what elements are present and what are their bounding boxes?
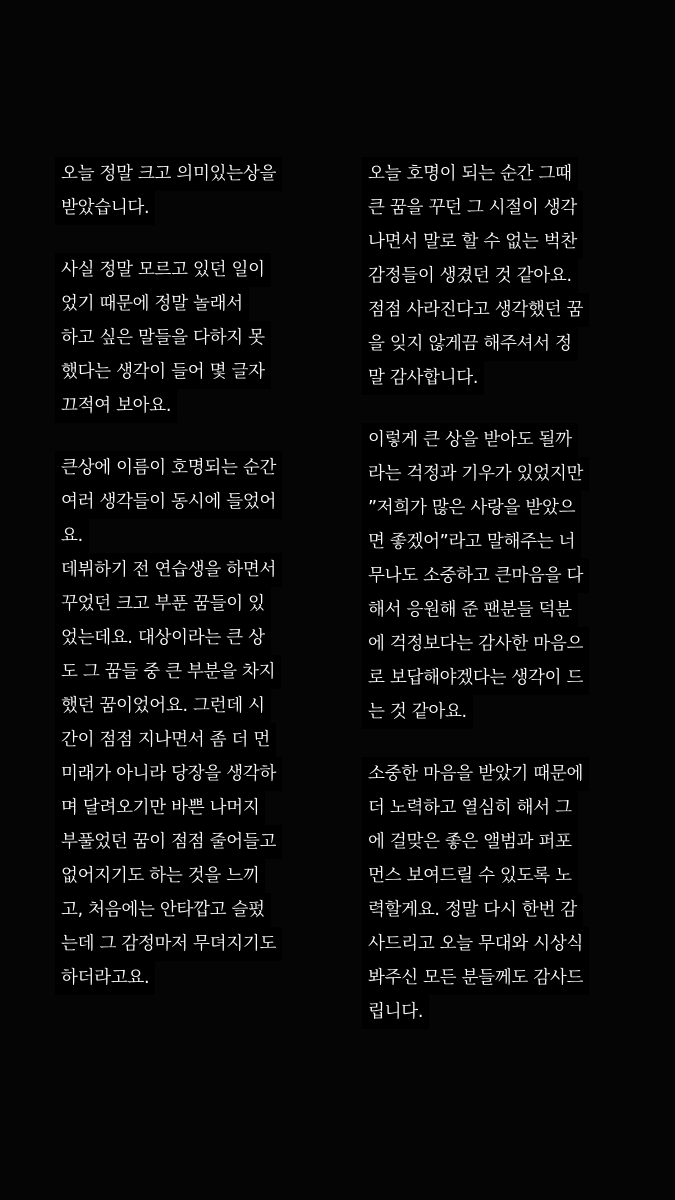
text-line: 소중한 마음을 받았기 때문에 xyxy=(362,757,630,791)
text-line: 었기 때문에 정말 놀래서 xyxy=(55,287,345,321)
text-line: ”저희가 많은 사랑을 받았으 xyxy=(362,491,630,525)
text-line: 는 것 같아요. xyxy=(362,695,630,729)
text-line: 었는데요. 대상이라는 큰 상 xyxy=(55,621,345,655)
text-line: 데뷔하기 전 연습생을 하면서 xyxy=(55,553,345,587)
text-line: 무나도 소중하고 큰마음을 다 xyxy=(362,559,630,593)
text-line: 하더라고요. xyxy=(55,961,345,995)
left-text-column xyxy=(55,157,345,995)
text-line: 도 그 꿈들 중 큰 부분을 차지 xyxy=(55,655,345,689)
text-line: 이렇게 큰 상을 받아도 될까 xyxy=(362,423,630,457)
text-line: 간이 점점 지나면서 좀 더 먼 xyxy=(55,723,345,757)
text-line: 봐주신 모든 분들께도 감사드 xyxy=(362,961,630,995)
text-line: 사드리고 오늘 무대와 시상식 xyxy=(362,927,630,961)
text-line: 오늘 정말 크고 의미있는상을 xyxy=(55,157,345,191)
text-line: 해서 응원해 준 팬분들 덕분 xyxy=(362,593,630,627)
text-line: 했던 꿈이었어요. 그런데 시 xyxy=(55,689,345,723)
text-line: 꾸었던 크고 부푼 꿈들이 있 xyxy=(55,587,345,621)
text-line: 큰 꿈을 꾸던 그 시절이 생각 xyxy=(362,191,630,225)
text-line: 말 감사합니다. xyxy=(362,361,630,395)
text-line: 하고 싶은 말들을 다하지 못 xyxy=(55,321,345,355)
text-line: 립니다. xyxy=(362,995,630,1029)
text-line: 로 보답해야겠다는 생각이 드 xyxy=(362,661,630,695)
text-line: 며 달려오기만 바쁜 나머지 xyxy=(55,791,345,825)
text-line: 에 걱정보다는 감사한 마음으 xyxy=(362,627,630,661)
text-line: 부풀었던 꿈이 점점 줄어들고 xyxy=(55,825,345,859)
text-line: 끄적여 보아요. xyxy=(55,389,345,423)
text-line: 더 노력하고 열심히 해서 그 xyxy=(362,791,630,825)
text-line: 고, 처음에는 안타깝고 슬펐 xyxy=(55,893,345,927)
text-line: 나면서 말로 할 수 없는 벅찬 xyxy=(362,225,630,259)
text-line: 요. xyxy=(55,519,345,553)
text-line: 을 잊지 않게끔 해주셔서 정 xyxy=(362,327,630,361)
text-line: 는데 그 감정마저 무뎌지기도 xyxy=(55,927,345,961)
text-line: 오늘 호명이 되는 순간 그때 xyxy=(362,157,630,191)
text-line: 받았습니다. xyxy=(55,191,345,225)
text-line: 없어지기도 하는 것을 느끼 xyxy=(55,859,345,893)
text-line: 여러 생각들이 동시에 들었어 xyxy=(55,485,345,519)
text-line: 사실 정말 모르고 있던 일이 xyxy=(55,253,345,287)
text-line: 했다는 생각이 들어 몇 글자 xyxy=(55,355,345,389)
text-line: 력할게요. 정말 다시 한번 감 xyxy=(362,893,630,927)
text-line: 라는 걱정과 기우가 있었지만 xyxy=(362,457,630,491)
text-line: 먼스 보여드릴 수 있도록 노 xyxy=(362,859,630,893)
text-line: 감정들이 생겼던 것 같아요. xyxy=(362,259,630,293)
text-line: 면 좋겠어”라고 말해주는 너 xyxy=(362,525,630,559)
text-line: 큰상에 이름이 호명되는 순간 xyxy=(55,451,345,485)
text-line: 점점 사라진다고 생각했던 꿈 xyxy=(362,293,630,327)
right-text-column xyxy=(362,157,630,1029)
text-line: 에 걸맞은 좋은 앨범과 퍼포 xyxy=(362,825,630,859)
text-line: 미래가 아니라 당장을 생각하 xyxy=(55,757,345,791)
